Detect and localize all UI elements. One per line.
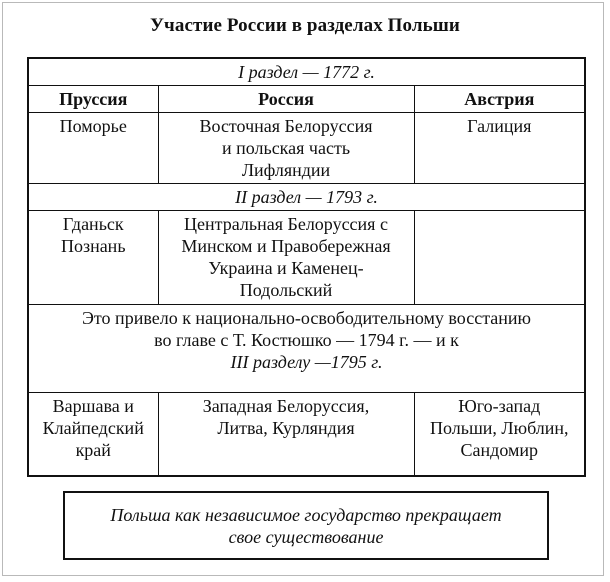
partition-1-heading: I раздел — 1772 г. [28,58,585,86]
partition-3-austria-cell [414,393,585,476]
cell-line: Поморье [59,116,127,136]
cell-line: Клайпедский [42,418,144,438]
cell-line: Познань [60,236,126,256]
uprising-note [28,305,585,393]
column-header-austria: Австрия [414,86,585,113]
cell-line: Польши, Люблин, [429,418,569,438]
partition-1-russia-cell [158,113,414,184]
partitions-table [27,57,586,477]
table-row [28,184,585,211]
uprising-line-1: Это привело к национально-освободительному восстанию [82,308,531,328]
cell-line: и польская часть [221,138,351,158]
conclusion-line-2: свое существование [228,526,384,547]
cell-line: Варшава и [52,396,134,416]
column-header-prussia: Пруссия [28,86,158,113]
cell-line: Гданьск [62,214,124,234]
partition-2-prussia-cell [28,211,158,305]
table-row [28,58,585,86]
cell-line: Подольский [239,280,333,300]
partition-1-austria-cell [414,113,585,184]
cell-line: Центральная Белоруссия с [184,214,388,234]
cell-line: Сандомир [460,440,538,460]
column-header-russia: Россия [158,86,414,113]
partition-2-heading: II раздел — 1793 г. [28,184,585,211]
conclusion-line-1: Польша как независимое государство прекращает [110,504,502,525]
table-row [28,211,585,305]
partition-3-prussia-cell [28,393,158,476]
cell-line: Литва, Курляндия [217,418,355,438]
page-title: Участие России в разделах Польши [150,15,460,36]
cell-line: Украина и Каменец- [208,258,364,278]
cell-line: Лифляндии [241,160,331,180]
partition-2-austria-cell [414,211,585,305]
partition-3-heading: III разделу —1795 г. [230,352,383,372]
table-row [28,113,585,184]
cell-line: Западная Белоруссия, [202,396,370,416]
cell-line: Восточная Белоруссия [199,116,373,136]
table-header-row [28,86,585,113]
partition-3-russia-cell [158,393,414,476]
partition-2-russia-cell [158,211,414,305]
cell-line: Галиция [467,116,532,136]
cell-line: Юго-запад [458,396,541,416]
table-row [28,305,585,393]
cell-line: край [75,440,111,460]
table-row [28,393,585,476]
uprising-line-2: во главе с Т. Костюшко — 1794 г. — и к [154,330,459,350]
conclusion-box [63,491,549,560]
cell-line: Минском и Правобережная [181,236,391,256]
partition-1-prussia-cell [28,113,158,184]
